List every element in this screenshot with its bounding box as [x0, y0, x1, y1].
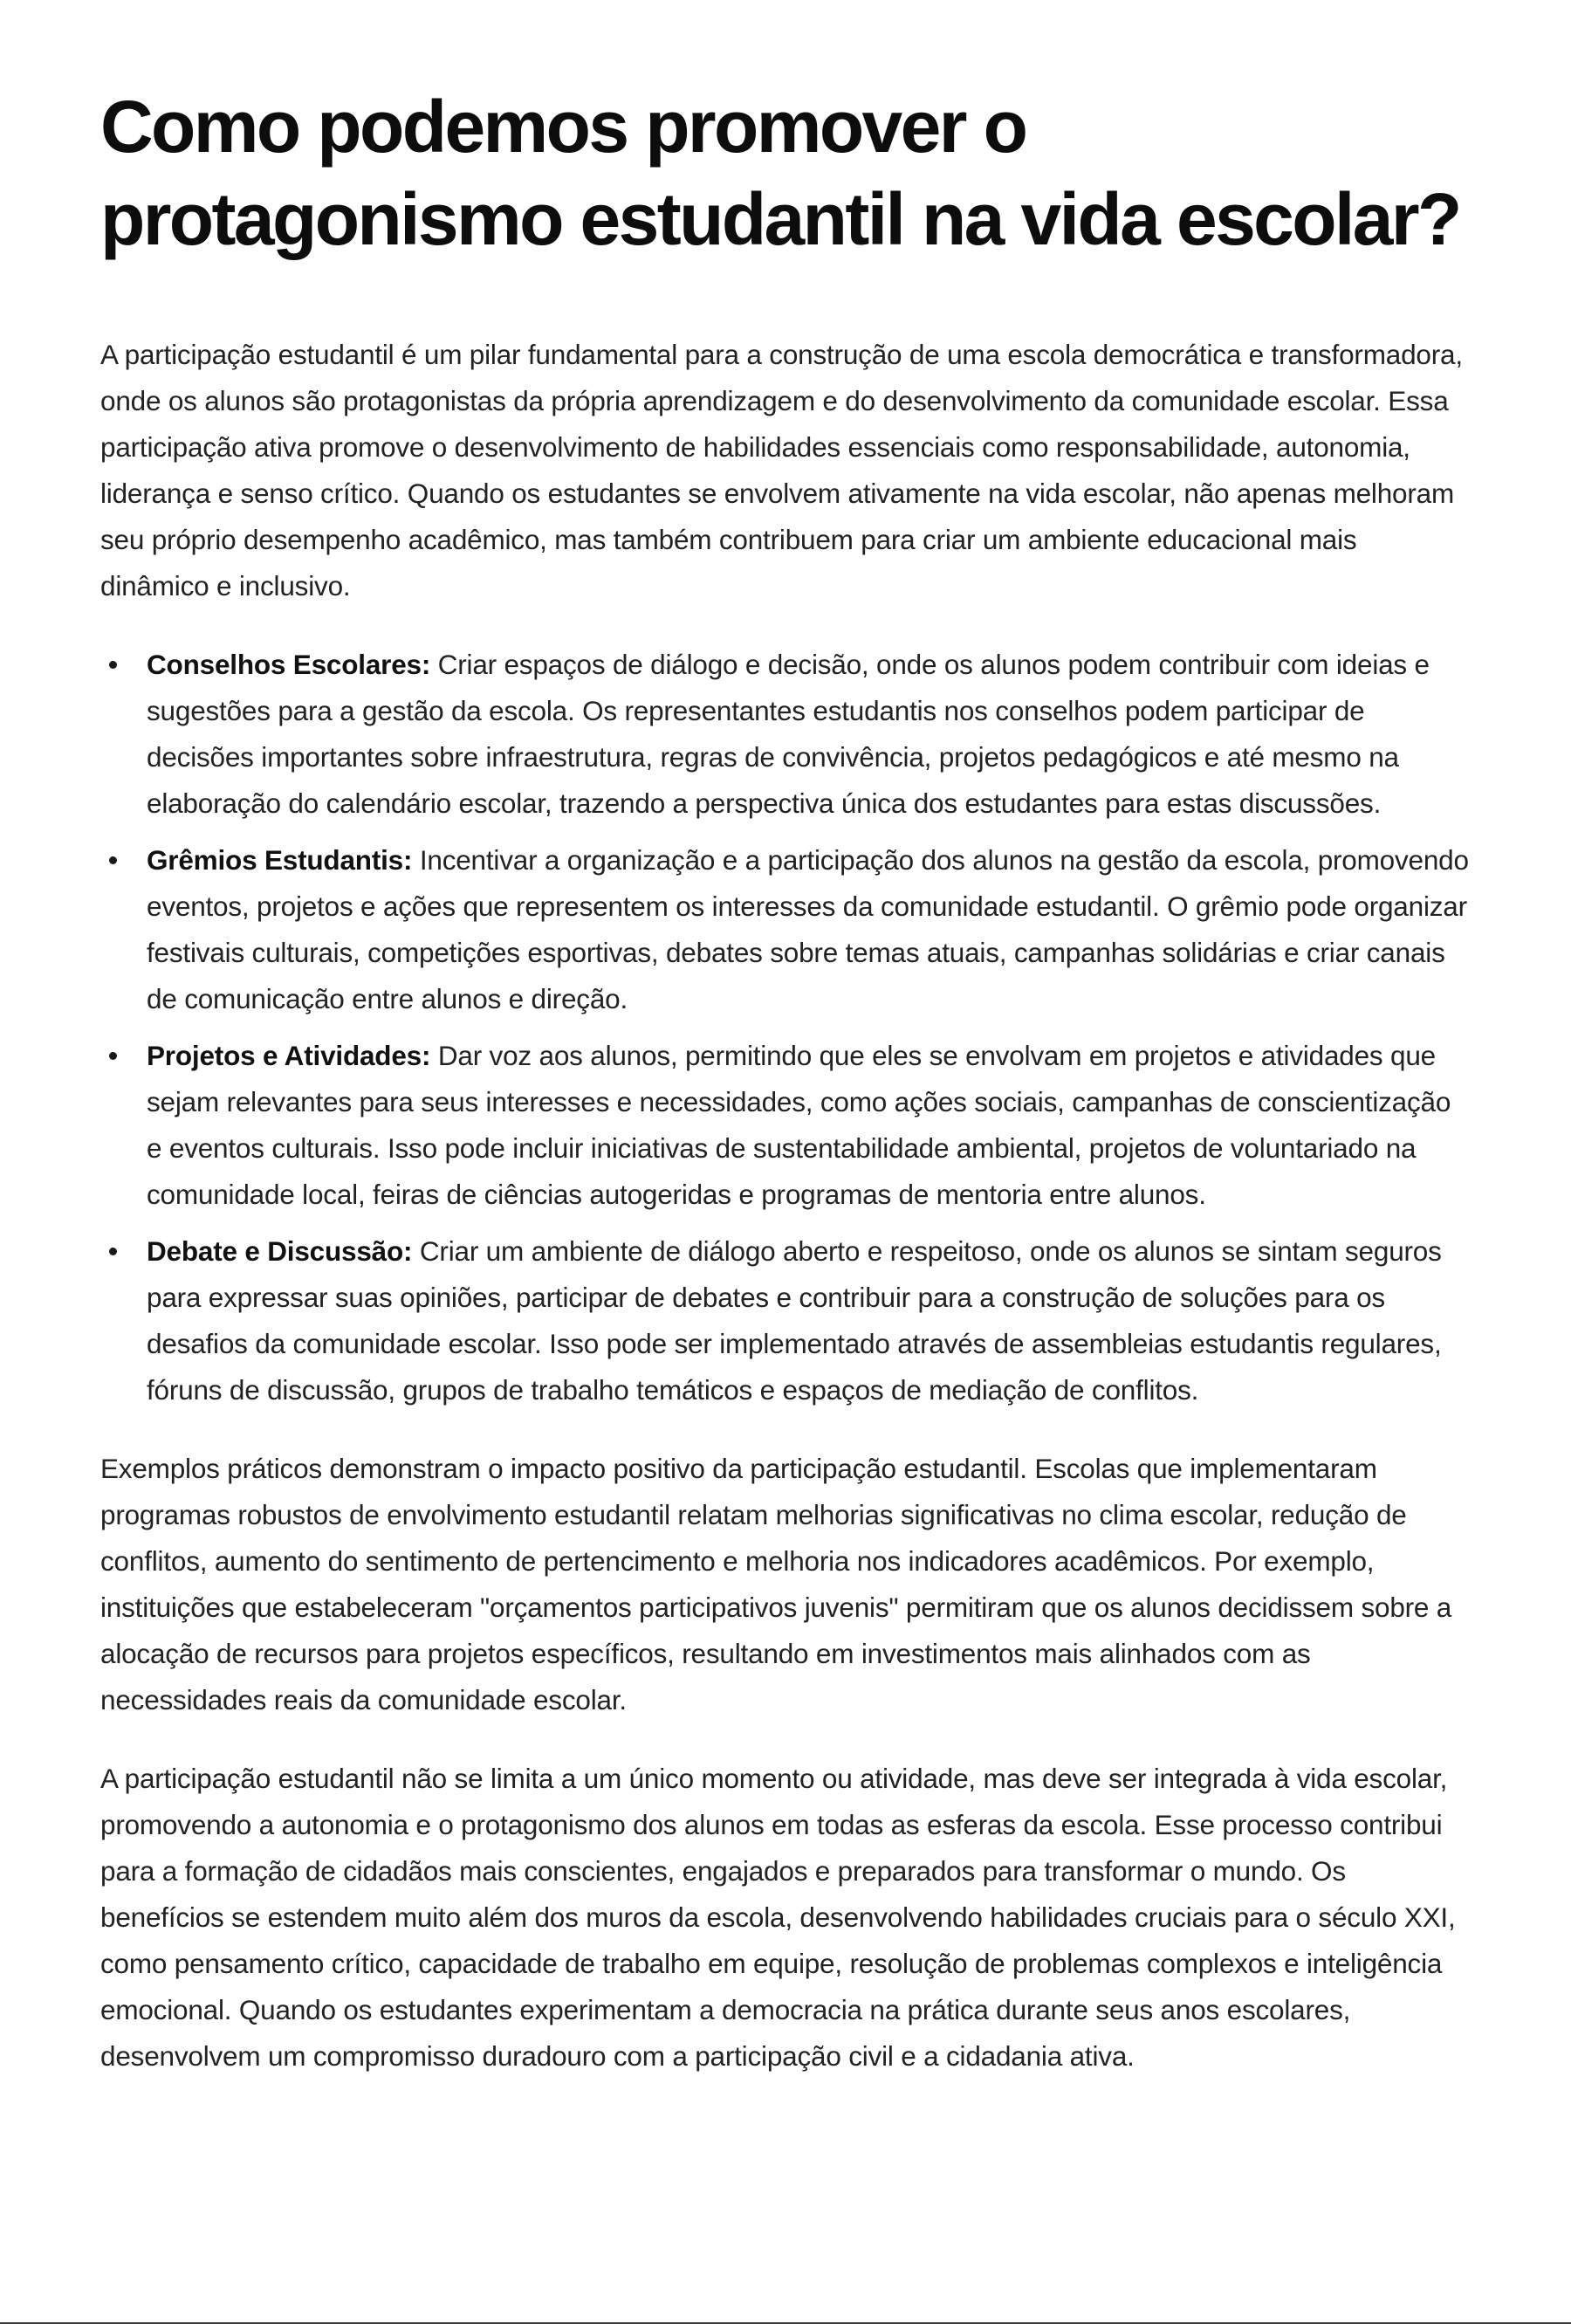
intro-paragraph: A participação estudantil é um pilar fundamental para a construção de uma escola democrática e transformadora, onde os alunos são protagonistas da própria aprendizagem e do desenvolvimento da comunidade escolar. Essa participação ativa promove o desenvolvimento de habilidades essenciais como responsabilidade, autonomia, liderança e senso crítico. Quando os estudantes se envolvem ativamente na vida escolar, não apenas melhoram seu próprio desempenho acadêmico, mas também contribuem para criar um ambiente educacional mais dinâmico e inclusivo.	[100, 339, 1463, 602]
list-item-text: Dar voz aos alunos, permitindo que eles se envolvam em projetos e atividades que sejam relevantes para seus interesses e necessidades, como ações sociais, campanhas de conscientização e eventos culturais. Isso pode incluir iniciativas de sustentabilidade ambiental, projetos de voluntariado na comunidade local, feiras de ciências autogeridas e programas de mentoria entre alunos.	[147, 1040, 1451, 1210]
bullet-icon	[109, 661, 117, 669]
list-item-text: Criar um ambiente de diálogo aberto e respeitoso, onde os alunos se sintam seguros para expressar suas opiniões, participar de debates e contribuir para a construção de soluções para os desafios da comunidade escolar. Isso pode ser implementado através de assembleias estudantis regulares, fóruns de discussão, grupos de trabalho temáticos e espaços de mediação de conflitos.	[147, 1235, 1442, 1406]
participation-list	[100, 642, 1471, 1413]
page-title: Como podemos promover o protagonismo estudantil na vida escolar?	[100, 86, 1460, 260]
bullet-icon	[109, 1248, 117, 1255]
bullet-icon	[109, 1052, 117, 1060]
conclusion-paragraph: A participação estudantil não se limita a um único momento ou atividade, mas deve ser integrada à vida escolar, promovendo a autonomia e o protagonismo dos alunos em todas as esferas da escola. Esse processo contribui para a formação de cidadãos mais conscientes, engajados e preparados para transformar o mundo. Os benefícios se estendem muito além dos muros da escola, desenvolvendo habilidades cruciais para o século XXI, como pensamento crítico, capacidade de trabalho em equipe, resolução de problemas complexos e inteligência emocional. Quando os estudantes experimentam a democracia na prática durante seus anos escolares, desenvolvem um compromisso duradouro com a participação civil e a cidadania ativa.	[100, 1763, 1456, 2072]
list-item-text: Incentivar a organização e a participação dos alunos na gestão da escola, promovendo eventos, projetos e ações que representem os interesses da comunidade estudantil. O grêmio pode organizar festivais culturais, competições esportivas, debates sobre temas atuais, campanhas solidárias e criar canais de comunicação entre alunos e direção.	[147, 844, 1469, 1014]
list-item-text: Criar espaços de diálogo e decisão, onde os alunos podem contribuir com ideias e sugestões para a gestão da escola. Os representantes estudantis nos conselhos podem participar de decisões importantes sobre infraestrutura, regras de convivência, projetos pedagógicos e até mesmo na elaboração do calendário escolar, trazendo a perspectiva única dos estudantes para estas discussões.	[147, 649, 1430, 819]
list-item	[100, 1228, 1471, 1413]
list-item-term: Grêmios Estudantis:	[147, 844, 413, 876]
list-item	[100, 642, 1471, 827]
bullet-icon	[109, 856, 117, 864]
list-item	[100, 837, 1471, 1022]
list-item-term: Debate e Discussão:	[147, 1235, 413, 1267]
list-item-term: Conselhos Escolares:	[147, 649, 431, 680]
article	[100, 80, 1471, 2080]
list-item	[100, 1033, 1471, 1218]
list-item-term: Projetos e Atividades:	[147, 1040, 431, 1071]
examples-paragraph: Exemplos práticos demonstram o impacto positivo da participação estudantil. Escolas que implementaram programas robustos de envolvimento estudantil relatam melhorias significativas no clima escolar, redução de conflitos, aumento do sentimento de pertencimento e melhoria nos indicadores acadêmicos. Por exemplo, instituições que estabeleceram "orçamentos participativos juvenis" permitiram que os alunos decidissem sobre a alocação de recursos para projetos específicos, resultando em investimentos mais alinhados com as necessidades reais da comunidade escolar.	[100, 1453, 1452, 1715]
